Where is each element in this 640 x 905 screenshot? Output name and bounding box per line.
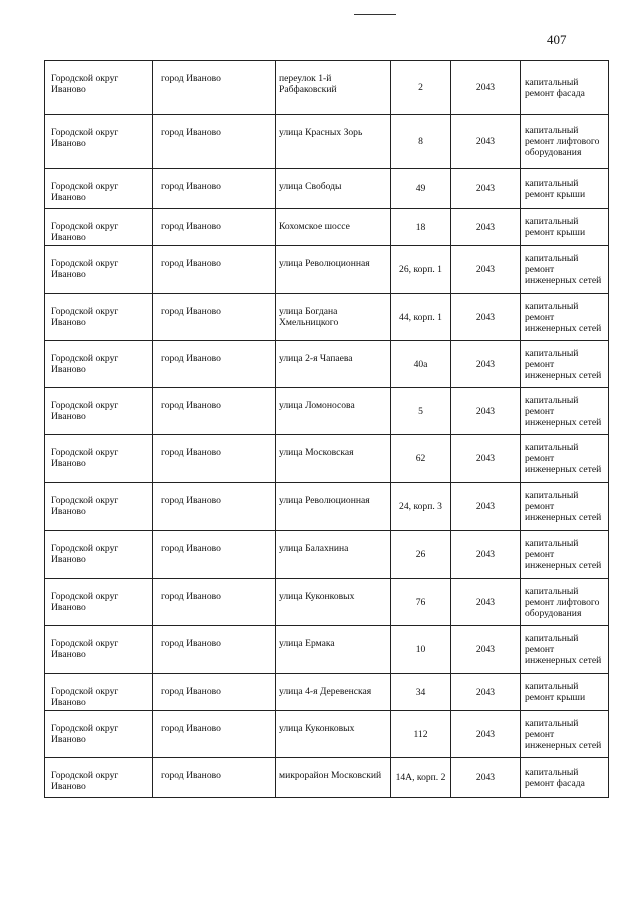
- cell-year: 2043: [451, 483, 521, 531]
- cell-street: улица Куконковых: [276, 711, 391, 758]
- cell-okrug: Городской округ Иваново: [45, 246, 153, 294]
- cell-okrug: Городской округ Иваново: [45, 531, 153, 579]
- cell-year: 2043: [451, 711, 521, 758]
- cell-year: 2043: [451, 435, 521, 483]
- cell-okrug: Городской округ Иваново: [45, 579, 153, 626]
- cell-street: улица Московская: [276, 435, 391, 483]
- cell-city: город Иваново: [153, 388, 276, 435]
- cell-year: 2043: [451, 115, 521, 169]
- table-row: [45, 483, 609, 531]
- cell-okrug: Городской округ Иваново: [45, 758, 153, 798]
- cell-okrug: Городской округ Иваново: [45, 341, 153, 388]
- cell-street: улица 2-я Чапаева: [276, 341, 391, 388]
- cell-work: капитальный ремонт крыши: [521, 169, 609, 209]
- cell-city: город Иваново: [153, 674, 276, 711]
- cell-city: город Иваново: [153, 711, 276, 758]
- cell-work: капитальный ремонт инженерных сетей: [521, 341, 609, 388]
- cell-house: 8: [391, 115, 451, 169]
- cell-year: 2043: [451, 209, 521, 246]
- cell-okrug: Городской округ Иваново: [45, 674, 153, 711]
- cell-work: капитальный ремонт крыши: [521, 674, 609, 711]
- table-row: [45, 435, 609, 483]
- cell-okrug: Городской округ Иваново: [45, 294, 153, 341]
- cell-city: город Иваново: [153, 626, 276, 674]
- table-row: [45, 626, 609, 674]
- cell-okrug: Городской округ Иваново: [45, 61, 153, 115]
- table-row: [45, 388, 609, 435]
- cell-work: капитальный ремонт фасада: [521, 758, 609, 798]
- cell-city: город Иваново: [153, 61, 276, 115]
- cell-house: 5: [391, 388, 451, 435]
- cell-street: улица Свободы: [276, 169, 391, 209]
- table-row: [45, 711, 609, 758]
- cell-year: 2043: [451, 388, 521, 435]
- cell-house: 26: [391, 531, 451, 579]
- cell-okrug: Городской округ Иваново: [45, 435, 153, 483]
- cell-year: 2043: [451, 61, 521, 115]
- cell-house: 40а: [391, 341, 451, 388]
- cell-house: 24, корп. 3: [391, 483, 451, 531]
- cell-work: капитальный ремонт инженерных сетей: [521, 388, 609, 435]
- cell-year: 2043: [451, 169, 521, 209]
- cell-okrug: Городской округ Иваново: [45, 711, 153, 758]
- cell-house: 18: [391, 209, 451, 246]
- cell-house: 14А, корп. 2: [391, 758, 451, 798]
- cell-city: город Иваново: [153, 294, 276, 341]
- cell-okrug: Городской округ Иваново: [45, 169, 153, 209]
- table-row: [45, 758, 609, 798]
- cell-street: улица Балахнина: [276, 531, 391, 579]
- cell-year: 2043: [451, 579, 521, 626]
- cell-city: город Иваново: [153, 483, 276, 531]
- cell-city: город Иваново: [153, 579, 276, 626]
- cell-house: 44, корп. 1: [391, 294, 451, 341]
- cell-work: капитальный ремонт инженерных сетей: [521, 435, 609, 483]
- cell-okrug: Городской округ Иваново: [45, 388, 153, 435]
- cell-street: улица Ермака: [276, 626, 391, 674]
- cell-house: 2: [391, 61, 451, 115]
- cell-house: 10: [391, 626, 451, 674]
- cell-street: улица Революционная: [276, 483, 391, 531]
- table-row: [45, 341, 609, 388]
- table-row: [45, 209, 609, 246]
- cell-year: 2043: [451, 626, 521, 674]
- cell-street: улица Революционная: [276, 246, 391, 294]
- table-row: [45, 246, 609, 294]
- cell-house: 112: [391, 711, 451, 758]
- cell-work: капитальный ремонт инженерных сетей: [521, 294, 609, 341]
- cell-house: 34: [391, 674, 451, 711]
- cell-house: 62: [391, 435, 451, 483]
- table-row: [45, 169, 609, 209]
- cell-okrug: Городской округ Иваново: [45, 626, 153, 674]
- cell-year: 2043: [451, 294, 521, 341]
- cell-street: улица Ломоносова: [276, 388, 391, 435]
- cell-okrug: Городской округ Иваново: [45, 209, 153, 246]
- cell-city: город Иваново: [153, 758, 276, 798]
- cell-work: капитальный ремонт инженерных сетей: [521, 711, 609, 758]
- cell-city: город Иваново: [153, 209, 276, 246]
- cell-okrug: Городской округ Иваново: [45, 115, 153, 169]
- cell-house: 26, корп. 1: [391, 246, 451, 294]
- cell-work: капитальный ремонт инженерных сетей: [521, 483, 609, 531]
- table-row: [45, 674, 609, 711]
- cell-street: улица Богдана Хмельницкого: [276, 294, 391, 341]
- cell-city: город Иваново: [153, 435, 276, 483]
- cell-work: капитальный ремонт крыши: [521, 209, 609, 246]
- cell-year: 2043: [451, 341, 521, 388]
- cell-city: город Иваново: [153, 115, 276, 169]
- cell-house: 76: [391, 579, 451, 626]
- cell-city: город Иваново: [153, 246, 276, 294]
- cell-city: город Иваново: [153, 531, 276, 579]
- cell-year: 2043: [451, 246, 521, 294]
- cell-street: улица 4-я Деревенская: [276, 674, 391, 711]
- cell-street: микрорайон Московский: [276, 758, 391, 798]
- cell-city: город Иваново: [153, 169, 276, 209]
- table-row: [45, 115, 609, 169]
- cell-street: переулок 1-й Рабфаковский: [276, 61, 391, 115]
- repair-table: [44, 60, 609, 798]
- table-row: [45, 579, 609, 626]
- cell-work: капитальный ремонт лифтового оборудования: [521, 115, 609, 169]
- cell-street: улица Красных Зорь: [276, 115, 391, 169]
- cell-year: 2043: [451, 674, 521, 711]
- table-row: [45, 61, 609, 115]
- cell-work: капитальный ремонт лифтового оборудования: [521, 579, 609, 626]
- header-rule: [354, 14, 396, 15]
- table-row: [45, 531, 609, 579]
- cell-work: капитальный ремонт фасада: [521, 61, 609, 115]
- cell-street: улица Куконковых: [276, 579, 391, 626]
- cell-work: капитальный ремонт инженерных сетей: [521, 246, 609, 294]
- cell-city: город Иваново: [153, 341, 276, 388]
- cell-year: 2043: [451, 758, 521, 798]
- cell-house: 49: [391, 169, 451, 209]
- cell-work: капитальный ремонт инженерных сетей: [521, 626, 609, 674]
- cell-okrug: Городской округ Иваново: [45, 483, 153, 531]
- table-row: [45, 294, 609, 341]
- cell-year: 2043: [451, 531, 521, 579]
- cell-work: капитальный ремонт инженерных сетей: [521, 531, 609, 579]
- cell-street: Кохомское шоссе: [276, 209, 391, 246]
- page-number: 407: [547, 32, 567, 47]
